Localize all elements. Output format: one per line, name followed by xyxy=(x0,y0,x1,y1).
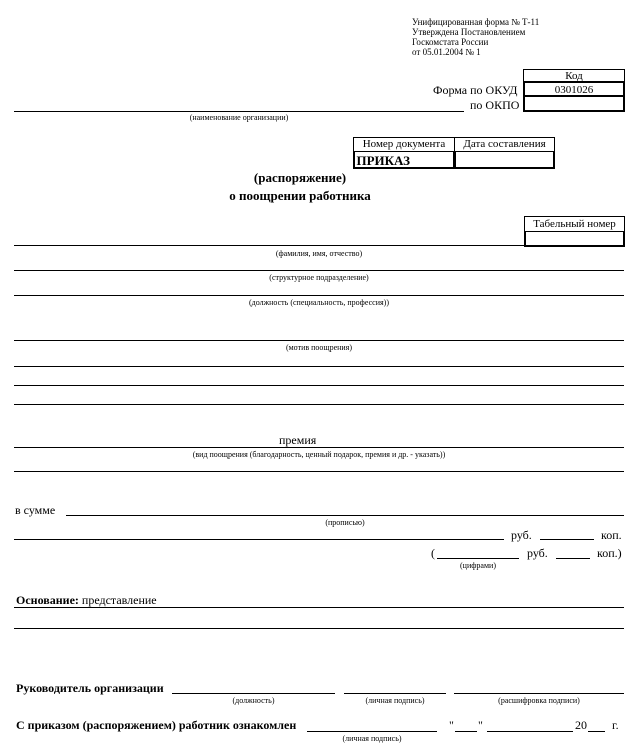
rub-label: руб. xyxy=(511,528,532,542)
basis-extra-line[interactable] xyxy=(14,628,624,629)
doc-date-header xyxy=(454,137,555,152)
form-header-line: от 05.01.2004 № 1 xyxy=(412,47,481,57)
okud-label: Форма по ОКУД xyxy=(433,83,518,97)
motive-extra-line[interactable] xyxy=(14,366,624,367)
amount-words-line[interactable] xyxy=(66,515,624,516)
doc-number-header-text: Номер документа xyxy=(362,138,446,150)
fio-caption: (фамилия, имя, отчество) xyxy=(275,249,363,258)
motive-line[interactable] xyxy=(14,340,624,341)
kop-digits-line[interactable] xyxy=(556,558,590,559)
acquainted-signature-caption: (личная подпись) xyxy=(342,734,402,743)
head-signature-caption: (личная подпись) xyxy=(365,696,425,705)
date-quote-close: " xyxy=(478,718,483,732)
tabel-header xyxy=(524,216,625,232)
department-caption: (структурное подразделение) xyxy=(269,273,369,282)
position-line[interactable] xyxy=(14,295,624,296)
form-header-line: Госкомстата России xyxy=(412,37,489,47)
acquainted-signature-line[interactable] xyxy=(307,731,437,732)
form-header-line: Унифицированная форма № Т-11 xyxy=(412,17,540,27)
amount-digits-caption: (цифрами) xyxy=(460,561,496,570)
order-topic: о поощрении работника xyxy=(229,188,371,203)
acquainted-label: С приказом (распоряжением) работник ознакомлен xyxy=(16,718,297,732)
motive-extra-line[interactable] xyxy=(14,385,624,386)
digits-open-paren: ( xyxy=(431,546,435,560)
date-month-line[interactable] xyxy=(487,731,573,732)
amount-digits-line[interactable] xyxy=(437,558,519,559)
rub-digits-label: руб. xyxy=(527,546,548,560)
organization-caption: (наименование организации) xyxy=(189,113,289,122)
basis-label: Основание: xyxy=(16,593,79,607)
okud-value-cell[interactable] xyxy=(523,81,625,97)
tabel-header-text: Табельный номер xyxy=(533,218,616,230)
position-caption: (должность (специальность, профессия)) xyxy=(249,298,389,307)
okud-value: 0301026 xyxy=(554,84,594,96)
date-year-prefix: 20 xyxy=(575,718,587,732)
organization-line[interactable] xyxy=(14,111,464,112)
form-header-line: Утверждена Постановлением xyxy=(412,27,526,37)
reward-type-caption: (вид поощрения (благодарность, ценный подарок, премия и др. - указать)) xyxy=(192,450,446,459)
kop-label: коп. xyxy=(601,528,622,542)
kod-label: Код xyxy=(565,70,583,82)
doc-number-header xyxy=(353,137,455,152)
reward-value: премия xyxy=(279,433,317,447)
date-quote-open: " xyxy=(449,718,454,732)
okpo-value-cell[interactable] xyxy=(523,96,625,112)
fio-line[interactable] xyxy=(14,245,524,246)
kop-words-line[interactable] xyxy=(540,539,594,540)
tabel-cell[interactable] xyxy=(524,231,625,247)
motive-extra-line[interactable] xyxy=(14,404,624,405)
basis-row xyxy=(16,593,157,608)
amount-label: в сумме xyxy=(15,503,56,517)
kop-digits-label: коп.) xyxy=(597,546,622,560)
head-signature-line[interactable] xyxy=(344,693,446,694)
head-position-caption: (должность) xyxy=(232,696,275,705)
okpo-label: по ОКПО xyxy=(470,98,520,112)
date-year-line[interactable] xyxy=(588,731,605,732)
motive-caption: (мотив поощрения) xyxy=(285,343,353,352)
order-title: ПРИКАЗ xyxy=(356,153,410,168)
date-day-line[interactable] xyxy=(455,731,477,732)
head-label: Руководитель организации xyxy=(16,681,164,695)
order-subtitle: (распоряжение) xyxy=(253,170,347,185)
reward-extra-line[interactable] xyxy=(14,471,624,472)
amount-words-line-2[interactable] xyxy=(14,539,504,540)
reward-line[interactable] xyxy=(14,447,624,448)
amount-words-caption: (прописью) xyxy=(325,518,365,527)
doc-date-cell[interactable] xyxy=(454,151,555,169)
date-year-suffix: г. xyxy=(612,718,619,732)
basis-value: представление xyxy=(81,593,157,607)
basis-line[interactable] xyxy=(14,607,624,608)
department-line[interactable] xyxy=(14,270,624,271)
doc-date-header-text: Дата составления xyxy=(463,138,546,150)
head-position-line[interactable] xyxy=(172,693,335,694)
head-decoding-caption: (расшифровка подписи) xyxy=(498,696,580,705)
form-header xyxy=(412,17,539,57)
head-decoding-line[interactable] xyxy=(454,693,624,694)
